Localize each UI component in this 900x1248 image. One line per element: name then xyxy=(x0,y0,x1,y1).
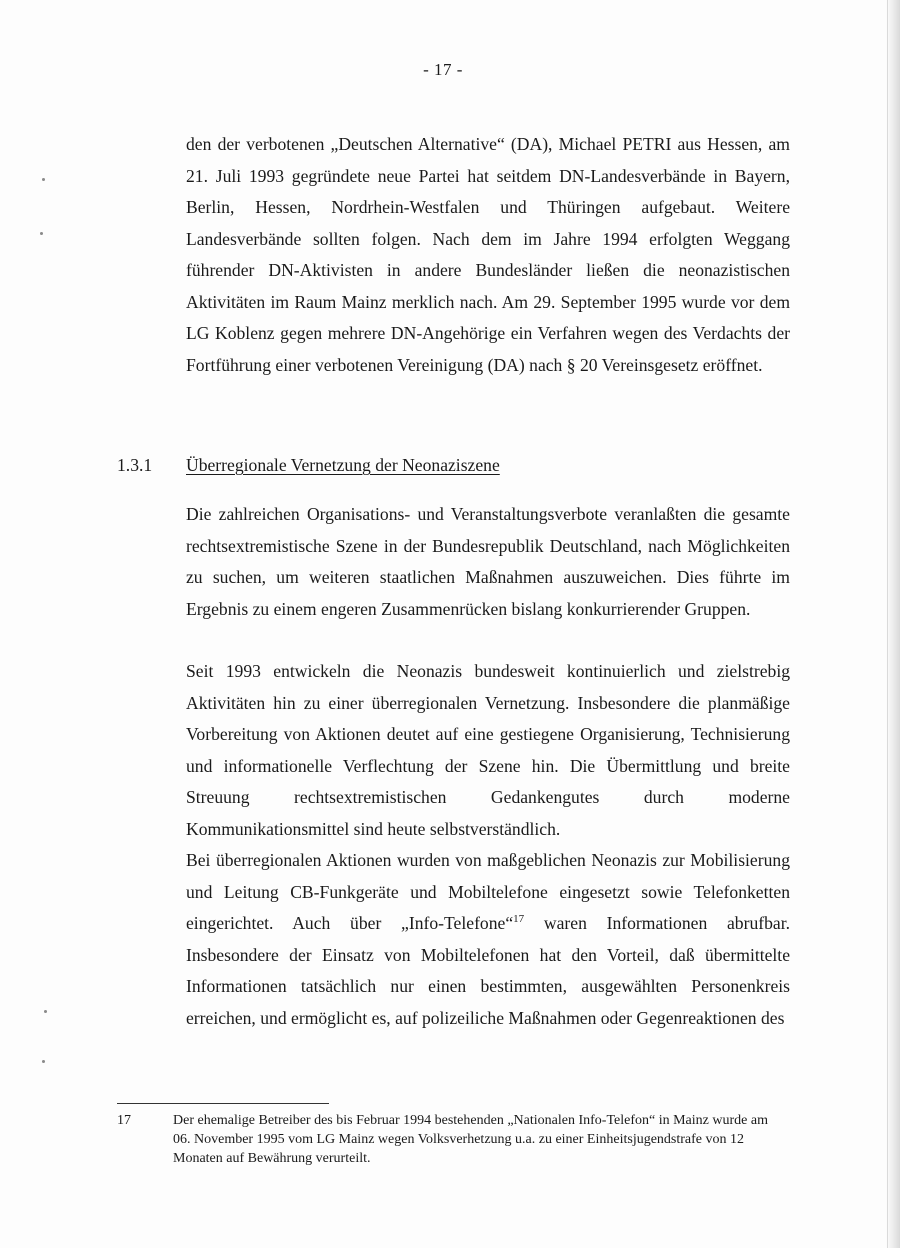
scan-speck xyxy=(44,1010,47,1013)
paragraph-text: waren Informationen abrufbar. Insbesondere der Einsatz von Mobiltelefonen hat den Vorteil, daß übermittelte Informationen tatsächlich nur einen bestimmten, ausgewählten Personenkreis erreichen, und ermöglicht es, auf polizeiliche Maßnahmen oder Gegenreaktionen des xyxy=(186,913,790,1028)
paragraph-communication xyxy=(186,845,790,1034)
scan-edge-shadow xyxy=(886,0,900,1248)
paragraph-organisation-bans: Die zahlreichen Organisations- und Veranstaltungsverbote veranlaßten die gesamte rechtsextremistische Szene in der Bundesrepublik Deutschland, nach Möglichkeiten zu suchen, um weiteren staatlichen Maßnahmen auszuweichen. Dies führte im Ergebnis zu einem engeren Zusammenrücken bislang konkurrierender Gruppen. xyxy=(186,504,790,619)
scan-speck xyxy=(40,232,43,235)
paragraph-party-history: den der verbotenen „Deutschen Alternative“ (DA), Michael PETRI aus Hessen, am 21. Juli 1993 gegründete neue Partei hat seitdem DN-Landesverbände in Bayern, Berlin, Hessen, Nordrhein-Westfalen und Thüringen aufgebaut. Weitere Landesverbände sollten folgen. Nach dem im Jahre 1994 erfolgten Weggang führender DN-Aktivisten in andere Bundesländer ließen die neonazistischen Aktivitäten im Raum Mainz merklich nach. Am 29. September 1995 wurde vor dem LG Koblenz gegen mehrere DN-Angehörige ein Verfahren wegen des Verdachts der Fortführung einer verbotenen Vereinigung (DA) nach § 20 Vereinsgesetz eröffnet. xyxy=(186,134,790,375)
section-number: 1.3.1 xyxy=(117,455,153,475)
scan-speck xyxy=(42,1060,45,1063)
footnote-divider xyxy=(117,1103,329,1104)
scan-speck xyxy=(42,178,45,181)
footnote-text: Der ehemalige Betreiber des bis Februar 1994 bestehenden „Nationalen Info-Telefon“ in Mainz wurde am 06. November 1995 vom LG Mainz wegen Volksverhetzung u.a. zu einer Einheitsjugendstrafe von 12 Monaten auf Bewährung verurteilt. xyxy=(173,1113,768,1166)
section-title: Überregionale Vernetzung der Neonaziszene xyxy=(186,455,500,475)
footnote-reference[interactable]: 17 xyxy=(513,913,525,926)
scan-edge-line xyxy=(887,0,888,1248)
page-number: - 17 - xyxy=(423,60,463,79)
footnote-number: 17 xyxy=(117,1113,131,1128)
paragraph-text: Bei überregionalen Aktionen wurden von maßgeblichen Neonazis zur Mobilisierung und Leitung CB-Funkgeräte und Mobiltelefone eingesetzt sowie Telefonketten eingerichtet. Auch über „Info-Telefone“ xyxy=(186,850,790,933)
paragraph-networking: Seit 1993 entwickeln die Neonazis bundesweit kontinuierlich und zielstrebig Aktivitäten hin zu einer überregionalen Vernetzung. Insbesondere die planmäßige Vorbereitung von Aktionen deutet auf eine gestiegene Organisierung, Technisierung und informationelle Verflechtung der Szene hin. Die Übermittlung und breite Streuung rechtsextremistischen Gedankengutes durch moderne Kommunikationsmittel sind heute selbstverständlich. xyxy=(186,661,790,839)
